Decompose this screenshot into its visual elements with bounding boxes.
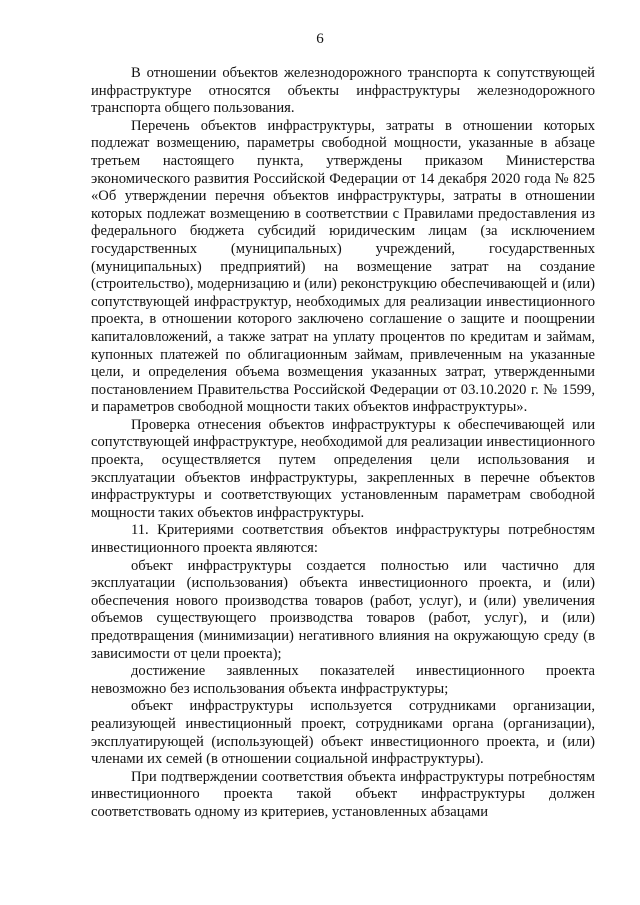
paragraph-criteria-heading: 11. Критериями соответствия объектов инфраструктуры потребностям инвестиционного проекта являются: [91,522,595,557]
document-body [91,65,595,822]
paragraph-verification: Проверка отнесения объектов инфраструктуры к обеспечивающей или сопутствующей инфраструктуре, необходимой для реализации инвестиционного проекта, осуществляется путем определения цели использования и эксплуатации объектов инфраструктуры, закрепленных в перечне объектов инфраструктуры и соответствующих установленным параметрам свободной мощности таких объектов инфраструктуры. [91,416,595,521]
paragraph-criterion-1: объект инфраструктуры создается полностью или частично для эксплуатации (использования) объекта инвестиционного проекта, и (или) обеспечения нового производства товаров (работ, услуг), и (или) увеличения объемов существующего производства товаров (работ, услуг), и (или) предотвращения (минимизации) негативного влияния на окружающую среду (в зависимости от цели проекта); [91,557,595,662]
paragraph-criterion-3: объект инфраструктуры используется сотрудниками организации, реализующей инвестиционный проект, сотрудниками органа (организации), эксплуатирующей (использующей) объект инвестиционного проекта, и (или) членами их семей (в отношении социальной инфраструктуры). [91,698,595,768]
paragraph-infrastructure-list: Перечень объектов инфраструктуры, затраты в отношении которых подлежат возмещению, параметры свободной мощности, указанные в абзаце третьем настоящего пункта, утверждены приказом Министерства экономического развития Российской Федерации от 14 декабря 2020 года № 825 «Об утверждении перечня объектов инфраструктуры, затраты в отношении которых подлежат возмещению в соответствии с Правилами предоставления из федерального бюджета субсидий юридическим лицам (за исключением государственных (муниципальных) учреждений, государственных (муниципальных) предприятий) на возмещение затрат на создание (строительство), модернизацию и (или) реконструкцию обеспечивающей и (или) сопутствующей инфраструктур, необходимых для реализации инвестиционного проекта, в отношении которого заключено соглашение о защите и поощрении капиталовложений, а также затрат на уплату процентов по кредитам и займам, купонных платежей по облигационным займам, привлеченным на указанные цели, и определения объема возмещения указанных затрат, утвержденными постановлением Правительства Российской Федерации от 03.10.2020 г. № 1599, и параметров свободной мощности таких объектов инфраструктуры». [91,117,595,416]
paragraph-confirmation: При подтверждении соответствия объекта инфраструктуры потребностям инвестиционного проекта такой объект инфраструктуры должен соответствовать одному из критериев, установленных абзацами [91,768,595,820]
paragraph-criterion-2: достижение заявленных показателей инвестиционного проекта невозможно без использования объекта инфраструктуры; [91,663,595,697]
paragraph-railway-infrastructure: В отношении объектов железнодорожного транспорта к сопутствующей инфраструктуре относятся объекты инфраструктуры железнодорожного транспорта общего пользования. [91,65,595,117]
page-number: 6 [316,31,324,47]
